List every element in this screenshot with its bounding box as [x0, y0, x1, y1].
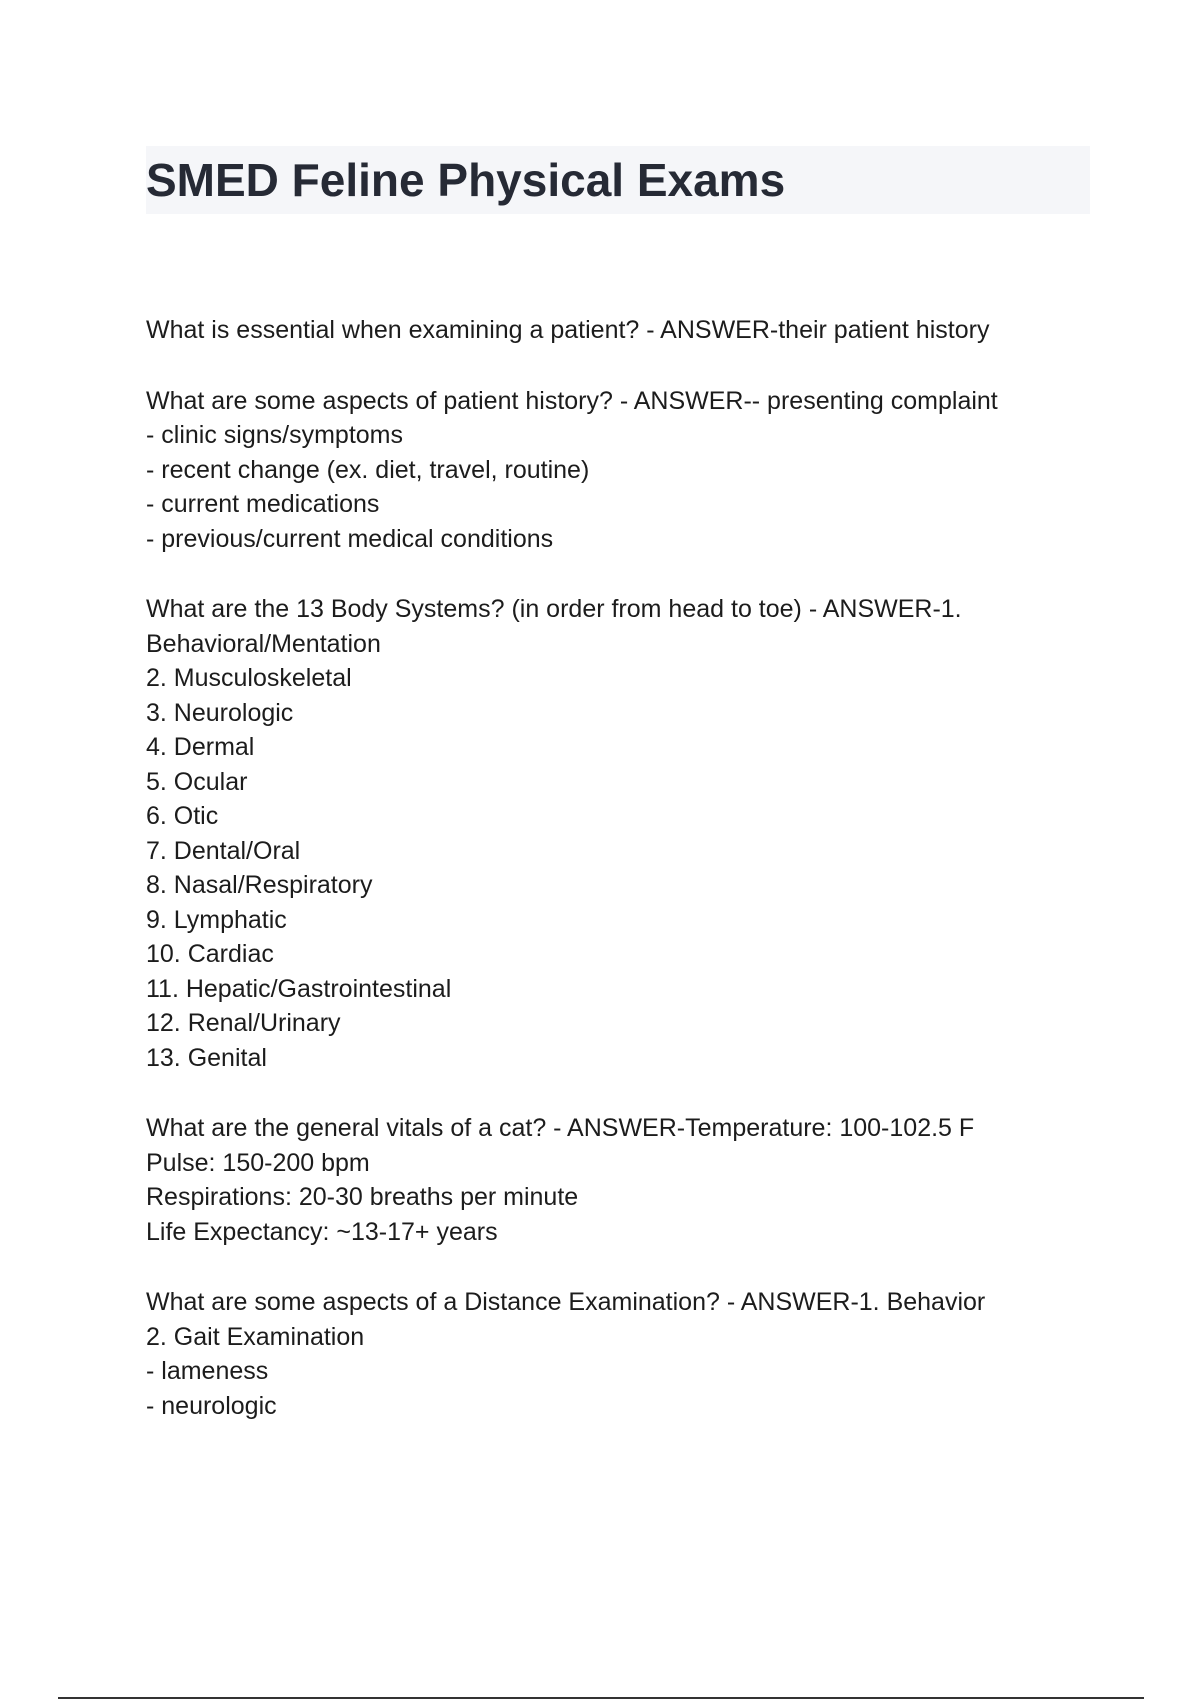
- page-title: SMED Feline Physical Exams: [146, 154, 786, 206]
- answer-line: 2. Musculoskeletal: [146, 664, 352, 692]
- answer-line: 2. Gait Examination: [146, 1322, 365, 1351]
- qa-block-general-vitals: [146, 1111, 1096, 1249]
- answer-line: 7. Dental/Oral: [146, 836, 301, 865]
- answer-line: 4. Dermal: [146, 733, 255, 761]
- answer-line: 5. Ocular: [146, 767, 248, 796]
- answer-line: - neurologic: [146, 1391, 277, 1420]
- answer-line: Life Expectancy: ~13-17+ years: [146, 1217, 498, 1246]
- qa-block-patient-history: [146, 384, 1096, 557]
- answer-line: Pulse: 150-200 bpm: [146, 1148, 370, 1177]
- title-band: [146, 146, 1090, 214]
- answer-line: 13. Genital: [146, 1043, 267, 1072]
- footer-divider: [58, 1697, 1144, 1699]
- qa-block-distance-exam: [146, 1285, 1096, 1423]
- question-line: What are some aspects of a Distance Examination? - ANSWER-1. Behavior: [146, 1288, 986, 1316]
- answer-line: Behavioral/Mentation: [146, 629, 381, 658]
- answer-line: 11. Hepatic/Gastrointestinal: [146, 974, 452, 1003]
- answer-line: - previous/current medical conditions: [146, 524, 554, 553]
- answer-line: 8. Nasal/Respiratory: [146, 871, 373, 899]
- answer-line: 3. Neurologic: [146, 698, 294, 727]
- question-line: What is essential when examining a patient? - ANSWER-their patient history: [146, 316, 990, 344]
- answer-line: 6. Otic: [146, 802, 219, 830]
- question-line: What are the 13 Body Systems? (in order from head to toe) - ANSWER-1.: [146, 595, 962, 623]
- question-line: What are some aspects of patient history? - ANSWER-- presenting complaint: [146, 386, 998, 415]
- qa-block-patient-essential: [146, 313, 1096, 348]
- answer-line: - current medications: [146, 490, 380, 518]
- answer-line: 12. Renal/Urinary: [146, 1009, 341, 1037]
- question-line: What are the general vitals of a cat? - ANSWER-Temperature: 100-102.5 F: [146, 1114, 975, 1142]
- answer-line: 9. Lymphatic: [146, 905, 287, 934]
- answer-line: 10. Cardiac: [146, 940, 274, 968]
- document-body: [146, 313, 1096, 1459]
- answer-line: - clinic signs/symptoms: [146, 421, 403, 449]
- answer-line: - recent change (ex. diet, travel, routine): [146, 455, 590, 484]
- answer-line: - lameness: [146, 1357, 269, 1385]
- answer-line: Respirations: 20-30 breaths per minute: [146, 1183, 579, 1211]
- qa-block-body-systems: [146, 592, 1096, 1075]
